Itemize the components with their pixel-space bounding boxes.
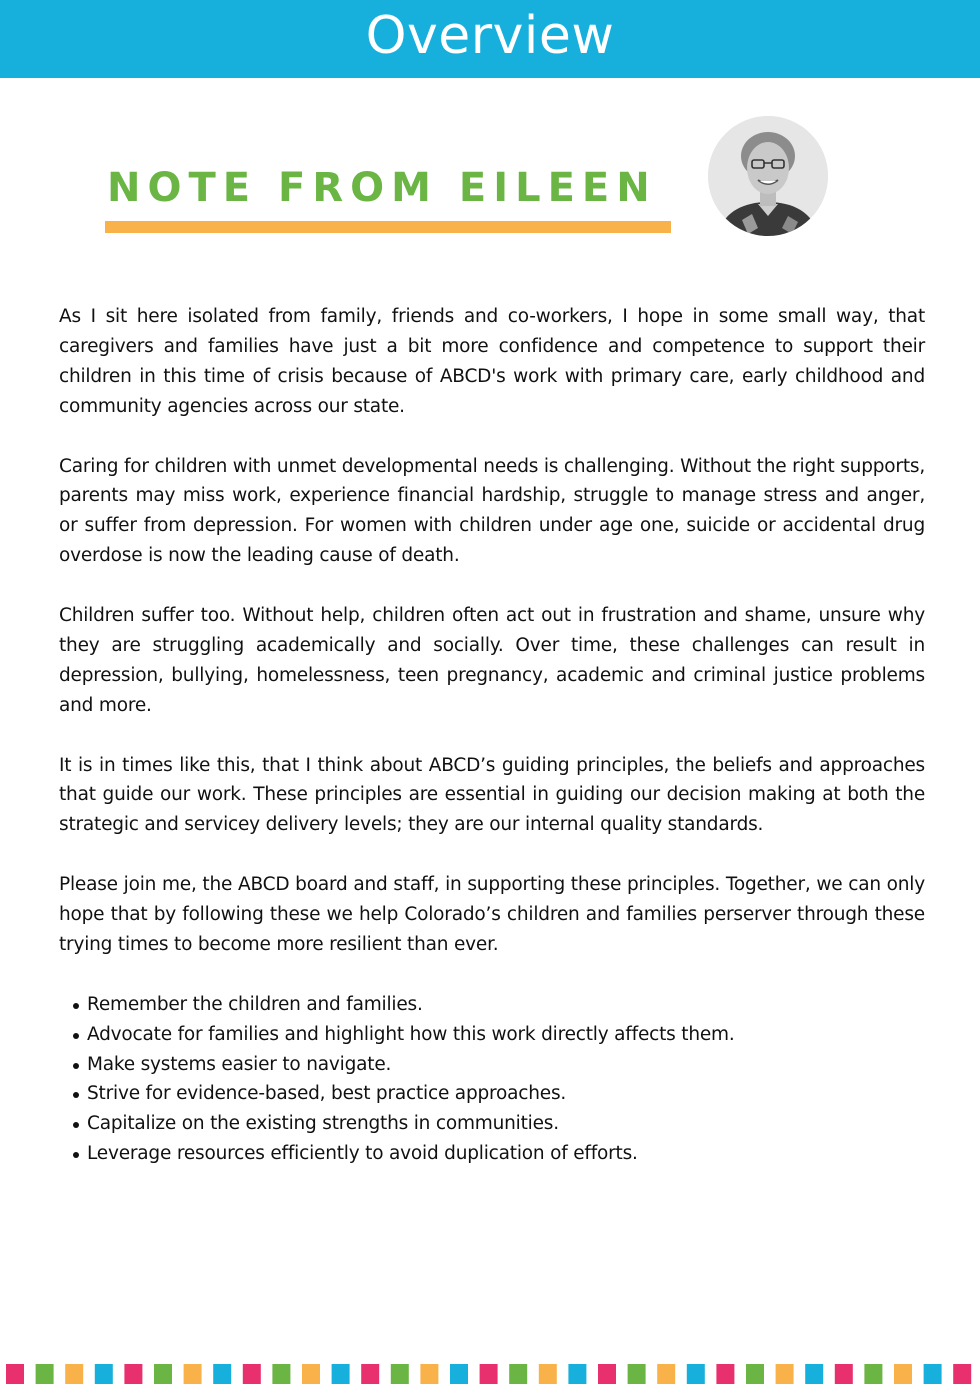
page-title: Overview: [365, 6, 615, 66]
footer-square: [450, 1364, 468, 1384]
footer-square: [746, 1364, 764, 1384]
footer-square: [65, 1364, 83, 1384]
heading-underline: [105, 221, 671, 233]
footer-square: [243, 1364, 261, 1384]
footer-square: [154, 1364, 172, 1384]
footer-square: [361, 1364, 379, 1384]
footer-square: [953, 1364, 971, 1384]
footer-square: [509, 1364, 527, 1384]
footer-square: [6, 1364, 24, 1384]
footer-square: [95, 1364, 113, 1384]
footer-square: [894, 1364, 912, 1384]
avatar: [708, 116, 828, 236]
footer-square-border: [0, 1362, 980, 1386]
list-item: Strive for evidence-based, best practice approaches.: [71, 1079, 925, 1109]
list-item: Advocate for families and highlight how this work directly affects them.: [71, 1020, 925, 1050]
footer-square: [628, 1364, 646, 1384]
footer-square: [924, 1364, 942, 1384]
footer-square: [420, 1364, 438, 1384]
footer-square: [480, 1364, 498, 1384]
footer-square: [864, 1364, 882, 1384]
letter-body: [59, 302, 925, 1169]
footer-square: [568, 1364, 586, 1384]
paragraph: Caring for children with unmet developmental needs is challenging. Without the right supports, parents may miss work, experience financial hardship, struggle to manage stress and anger, or suffer from depression. For women with children under age one, suicide or accidental drug overdose is now the leading cause of death.: [59, 455, 925, 567]
list-item: Leverage resources efficiently to avoid duplication of efforts.: [71, 1139, 925, 1169]
paragraph: Please join me, the ABCD board and staff, in supporting these principles. Together, we can only hope that by following these we help Colorado’s children and families perserver through these trying times to become more resilient than ever.: [59, 874, 925, 955]
paragraph: Children suffer too. Without help, children often act out in frustration and shame, unsure why they are struggling academically and socially. Over time, these challenges can result in depression, bullying, homelessness, teen pregnancy, academic and criminal justice problems and more.: [59, 605, 925, 716]
footer-square: [302, 1364, 320, 1384]
footer-square: [391, 1364, 409, 1384]
footer-square: [598, 1364, 616, 1384]
footer-square: [776, 1364, 794, 1384]
footer-square: [687, 1364, 705, 1384]
footer-square: [272, 1364, 290, 1384]
footer-square: [657, 1364, 675, 1384]
paragraph: It is in times like this, that I think about ABCD’s guiding principles, the beliefs and approaches that guide our work. These principles are essential in guiding our decision making at both the strategic and servicey delivery levels; they are our internal quality standards.: [59, 754, 925, 836]
footer-square: [124, 1364, 142, 1384]
list-item: Capitalize on the existing strengths in communities.: [71, 1109, 925, 1139]
footer-square: [184, 1364, 202, 1384]
footer-square: [716, 1364, 734, 1384]
footer-square: [539, 1364, 557, 1384]
list-item: Make systems easier to navigate.: [71, 1050, 925, 1080]
footer-square: [805, 1364, 823, 1384]
portrait-photo: [708, 116, 828, 236]
list-item: Remember the children and families.: [71, 990, 925, 1020]
footer-square: [213, 1364, 231, 1384]
principles-list: [59, 990, 925, 1169]
footer-square: [36, 1364, 54, 1384]
note-heading: NOTE FROM EILEEN: [107, 165, 657, 211]
footer-square: [835, 1364, 853, 1384]
footer-square: [332, 1364, 350, 1384]
paragraph: As I sit here isolated from family, friends and co-workers, I hope in some small way, that caregivers and families have just a bit more confidence and competence to support their children in this time of crisis because of ABCD's work with primary care, early childhood and community agencies across our state.: [59, 306, 925, 417]
